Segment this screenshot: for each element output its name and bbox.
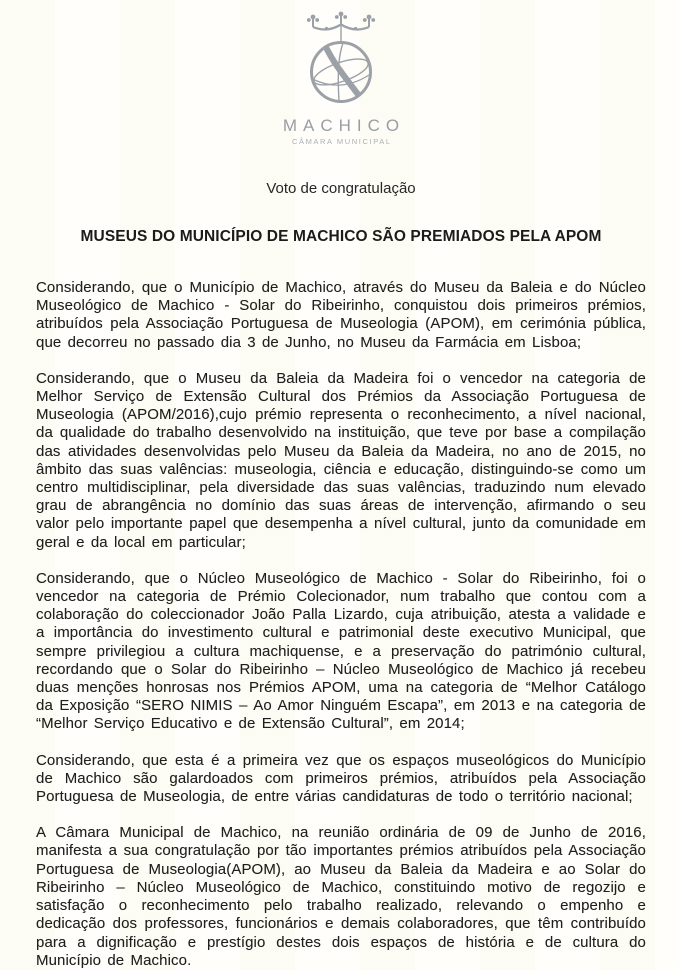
document-subtitle: Voto de congratulação <box>266 180 416 197</box>
document-title: MUSEUS DO MUNICÍPIO DE MACHICO SÃO PREMIADOS PELA APOM <box>80 228 602 245</box>
machico-coat-of-arms <box>293 10 389 114</box>
paragraph-considerando-1: Considerando, que o Município de Machico, através do Museu da Baleia e do Núcleo Museológico de Machico - Solar do Ribeirinho, conquistou dois primeiros prémios, atribuídos pela Associação Portuguesa de Museologia (APOM), em cerimónia pública, que decorreu no passado dia 3 de Junho, no Museu da Farmácia em Lisboa; <box>36 279 646 351</box>
paragraph-considerando-3: Considerando, que o Núcleo Museológico de Machico - Solar do Ribeirinho, foi o vencedor na categoria de Prémio Colecionador, num trabalho que contou com a colaboração do coleccionador João Palla Lizardo, cuja atribuição, atesta a validade e a importância do investimento cultural e patrimonial deste executivo Municipal, que sempre privilegiou a cultura machiquense, e a preservação do património cultural, recordando que o Solar do Ribeirinho – Núcleo Museológico de Machico já recebeu duas menções honrosas nos Prémios APOM, uma na categoria de “Melhor Catálogo da Exposição “SERO NIMIS – Ao Amor Ninguém Escapa”, em 2013 e na categoria de “Melhor Serviço Educativo e de Extensão Cultural”, em 2014; <box>36 569 646 733</box>
document-body <box>36 279 646 970</box>
logo-wordmark: MACHICO <box>282 116 406 135</box>
machico-letterhead <box>36 10 646 146</box>
logo-subtitle: CÂMARA MUNICIPAL <box>291 137 392 146</box>
paragraph-deliberation: A Câmara Municipal de Machico, na reunião ordinária de 09 de Junho de 2016, manifesta a sua congratulação por tão importantes prémios atribuídos pela Associação Portuguesa de Museologia(APOM), ao Museu da Baleia da Madeira e ao Solar do Ribeirinho – Núcleo Museológico de Machico, constituindo motivo de regozijo e satisfação o reconhecimento pelo trabalho realizado, relevando o empenho e dedicação dos professores, funcionários e demais colaboradores, que têm contribuído para a dignificação e prestígio destes dois espaços de história e de cultura do Município de Machico. <box>36 824 646 969</box>
armillary-sphere-icon <box>311 26 371 102</box>
paragraph-considerando-2: Considerando, que o Museu da Baleia da Madeira foi o vencedor na categoria de Melhor Serviço de Extensão Cultural dos Prémios da Associação Portuguesa de Museologia (APOM/2016),cujo prémio representa o reconhecimento, a nível nacional, da qualidade do trabalho desenvolvido na instituição, que teve por base a compilação das atividades desenvolvidas pelo Museu da Baleia da Madeira, no ano de 2015, no âmbito das suas valências: museologia, ciência e educação, distinguindo-se como um centro multidisciplinar, pela diversidade das suas valências, traduzindo num elevado grau de abrangência no domínio das suas áreas de intervenção, afirmando o seu valor pelo importante papel que desempenha a nível cultural, junto da comunidade em geral e da local em particular; <box>36 369 646 551</box>
paragraph-considerando-4: Considerando, que esta é a primeira vez que os espaços museológicos do Município de Machico são galardoados com primeiros prémios, atribuídos pela Associação Portuguesa de Museologia, de entre várias candidaturas de todo o território nacional; <box>36 751 646 806</box>
